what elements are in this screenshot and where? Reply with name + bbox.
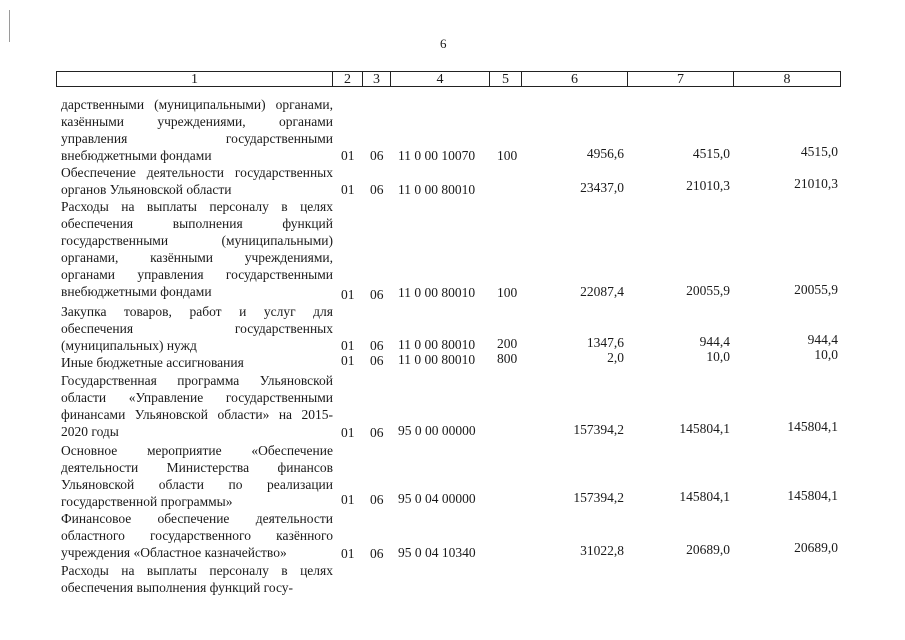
row-description: Закупка товаров, работ и услуг для обеспечения государственных (муниципальных) нужд <box>61 304 333 353</box>
row-target-article: 95 0 00 00000 <box>398 423 476 438</box>
row-subsection-code: 06 <box>370 148 384 163</box>
row-section-code: 01 <box>341 492 355 507</box>
row-value-col7: 145804,1 <box>679 421 730 436</box>
column-header-1: 1 <box>57 72 333 87</box>
column-header-8: 8 <box>734 72 841 87</box>
row-target-article: 95 0 04 00000 <box>398 491 476 506</box>
row-value-col6: 157394,2 <box>573 490 624 505</box>
row-subsection-code: 06 <box>370 353 384 368</box>
column-header-6: 6 <box>522 72 628 87</box>
column-header-4: 4 <box>391 72 490 87</box>
row-target-article: 11 0 00 80010 <box>398 182 476 197</box>
row-section-code: 01 <box>341 546 355 561</box>
row-value-col7: 145804,1 <box>679 489 730 504</box>
row-value-col6: 157394,2 <box>573 422 624 437</box>
row-subsection-code: 06 <box>370 338 384 353</box>
row-target-article: 11 0 00 80010 <box>398 352 476 367</box>
row-description: Расходы на выплаты персоналу в целях обеспечения выполнения функций государственными (муниципальными) органами, казёнными учреждениями, органами управления государственными внебюджетными фондами <box>61 199 333 299</box>
row-value-col8: 145804,1 <box>787 488 838 503</box>
row-subsection-code: 06 <box>370 546 384 561</box>
row-value-col6: 4956,6 <box>586 146 624 161</box>
row-section-code: 01 <box>341 425 355 440</box>
column-header-2: 2 <box>333 72 363 87</box>
row-value-col8: 20689,0 <box>794 540 838 555</box>
row-value-col7: 944,4 <box>699 334 730 349</box>
row-section-code: 01 <box>341 148 355 163</box>
row-value-col8: 21010,3 <box>794 176 838 191</box>
row-target-article: 11 0 00 80010 <box>398 285 476 300</box>
row-value-col7: 20055,9 <box>686 283 730 298</box>
row-value-col7: 4515,0 <box>692 146 730 161</box>
row-value-col6: 31022,8 <box>580 543 624 558</box>
row-section-code: 01 <box>341 287 355 302</box>
row-value-col7: 10,0 <box>706 349 730 364</box>
row-expense-type: 800 <box>497 351 518 366</box>
row-value-col8: 944,4 <box>807 332 838 347</box>
row-value-col8: 10,0 <box>814 347 838 362</box>
row-value-col6: 22087,4 <box>580 284 624 299</box>
row-description: Государственная программа Ульяновской области «Управление государственными финансами Ульяновской области» на 2015-2020 годы <box>61 373 333 439</box>
page-number: 6 <box>440 36 447 51</box>
column-header-7: 7 <box>628 72 734 87</box>
column-header-5: 5 <box>490 72 522 87</box>
row-expense-type: 200 <box>497 336 518 351</box>
row-value-col8: 145804,1 <box>787 419 838 434</box>
row-section-code: 01 <box>341 182 355 197</box>
row-subsection-code: 06 <box>370 425 384 440</box>
row-description: Финансовое обеспечение деятельности областного государственного казённого учреждения «Областное казначейство» <box>61 511 333 560</box>
row-value-col7: 21010,3 <box>686 178 730 193</box>
row-expense-type: 100 <box>497 148 518 163</box>
row-description: Обеспечение деятельности государственных органов Ульяновской области <box>61 165 333 197</box>
row-description: Иные бюджетные ассигнования <box>61 355 244 370</box>
row-value-col6: 23437,0 <box>580 180 624 195</box>
row-subsection-code: 06 <box>370 492 384 507</box>
row-subsection-code: 06 <box>370 287 384 302</box>
row-expense-type: 100 <box>497 285 518 300</box>
row-value-col7: 20689,0 <box>686 542 730 557</box>
row-value-col6: 2,0 <box>607 350 624 365</box>
row-target-article: 11 0 00 10070 <box>398 148 476 163</box>
row-subsection-code: 06 <box>370 182 384 197</box>
row-target-article: 11 0 00 80010 <box>398 337 476 352</box>
row-value-col6: 1347,6 <box>586 335 624 350</box>
row-value-col8: 4515,0 <box>800 144 838 159</box>
column-header-3: 3 <box>363 72 391 87</box>
row-description: Расходы на выплаты персоналу в целях обеспечения выполнения функций госу- <box>61 563 333 595</box>
row-description: Основное мероприятие «Обеспечение деятельности Министерства финансов Ульяновской области по реализации государственной программы» <box>61 443 333 509</box>
row-section-code: 01 <box>341 353 355 368</box>
row-description: дарственными (муниципальными) органами, казёнными учреждениями, органами управления государственными внебюджетными фондами <box>61 97 333 163</box>
row-target-article: 95 0 04 10340 <box>398 545 476 560</box>
row-section-code: 01 <box>341 338 355 353</box>
row-value-col8: 20055,9 <box>794 282 838 297</box>
